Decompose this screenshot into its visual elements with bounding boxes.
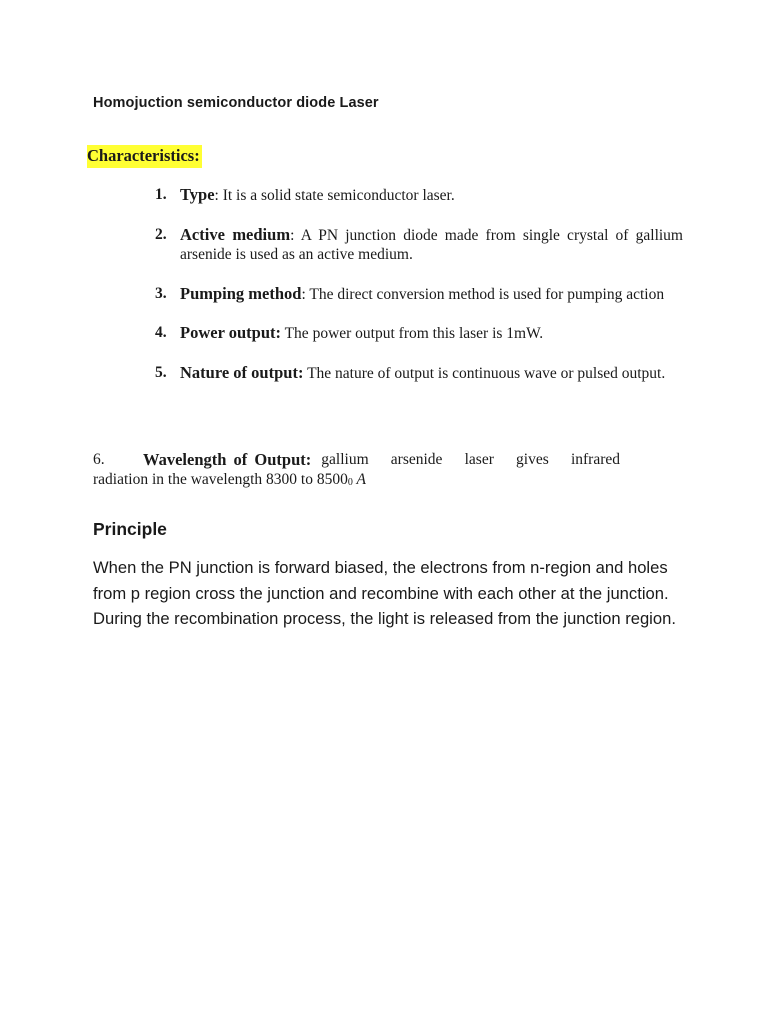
wavelength-item-term: Wavelength of Output: (143, 450, 312, 469)
wavelength-word: laser (464, 451, 494, 468)
list-item-text: A PN junction diode made from single crystal of gallium arsenide is used as an active medium. (180, 226, 683, 263)
list-item-text: The power output from this laser is 1mW. (284, 325, 544, 342)
list-item (155, 363, 683, 384)
principle-heading: Principle (93, 519, 167, 539)
wavelength-item-text-2: radiation in the wavelength 8300 to 8500 (93, 470, 348, 488)
list-item-separator: : (290, 226, 301, 244)
principle-paragraph: When the PN junction is forward biased, the electrons from n-region and holes from p region cross the junction and recombine with each other at the junction. During the recombination process, the light is released from the junction region. (93, 558, 676, 629)
characteristics-heading: Characteristics: (87, 145, 202, 168)
wavelength-word: arsenide (390, 451, 443, 468)
list-item-text: It is a solid state semiconductor laser. (222, 187, 455, 204)
list-item (155, 185, 683, 206)
wavelength-line-2 (93, 470, 620, 493)
list-item (155, 225, 683, 265)
list-item-number: 4. (155, 324, 167, 341)
list-item-term: Power output: (180, 323, 281, 342)
list-item-separator: : (301, 285, 310, 303)
list-item-number: 1. (155, 186, 167, 203)
wavelength-word: gives (516, 451, 549, 468)
wavelength-item (93, 450, 620, 492)
list-item (155, 323, 683, 344)
wavelength-unit: A (352, 470, 366, 488)
wavelength-item-text-1 (311, 450, 620, 470)
document-title: Homojuction semiconductor diode Laser (93, 95, 379, 111)
wavelength-word: gallium (321, 451, 369, 468)
list-item-term: Active medium (180, 224, 291, 244)
list-item-separator: : (214, 187, 223, 204)
list-item-number: 5. (155, 363, 167, 381)
list-item-term: Type (180, 185, 215, 204)
wavelength-line-1 (93, 450, 620, 470)
list-item-number: 3. (155, 284, 167, 302)
list-item (155, 284, 683, 305)
list-item-text: The direct conversion method is used for pumping action (309, 285, 665, 303)
characteristics-list (155, 185, 683, 402)
list-item-text: The nature of output is continuous wave or pulsed output. (307, 364, 666, 382)
list-item-term: Pumping method (180, 283, 302, 303)
list-item-number: 2. (155, 225, 167, 243)
wavelength-item-number: 6. (93, 451, 105, 468)
wavelength-word: infrared (570, 451, 620, 468)
wavelength-unit-sub: 0 (347, 476, 353, 488)
list-item-term: Nature of output: (180, 362, 304, 382)
